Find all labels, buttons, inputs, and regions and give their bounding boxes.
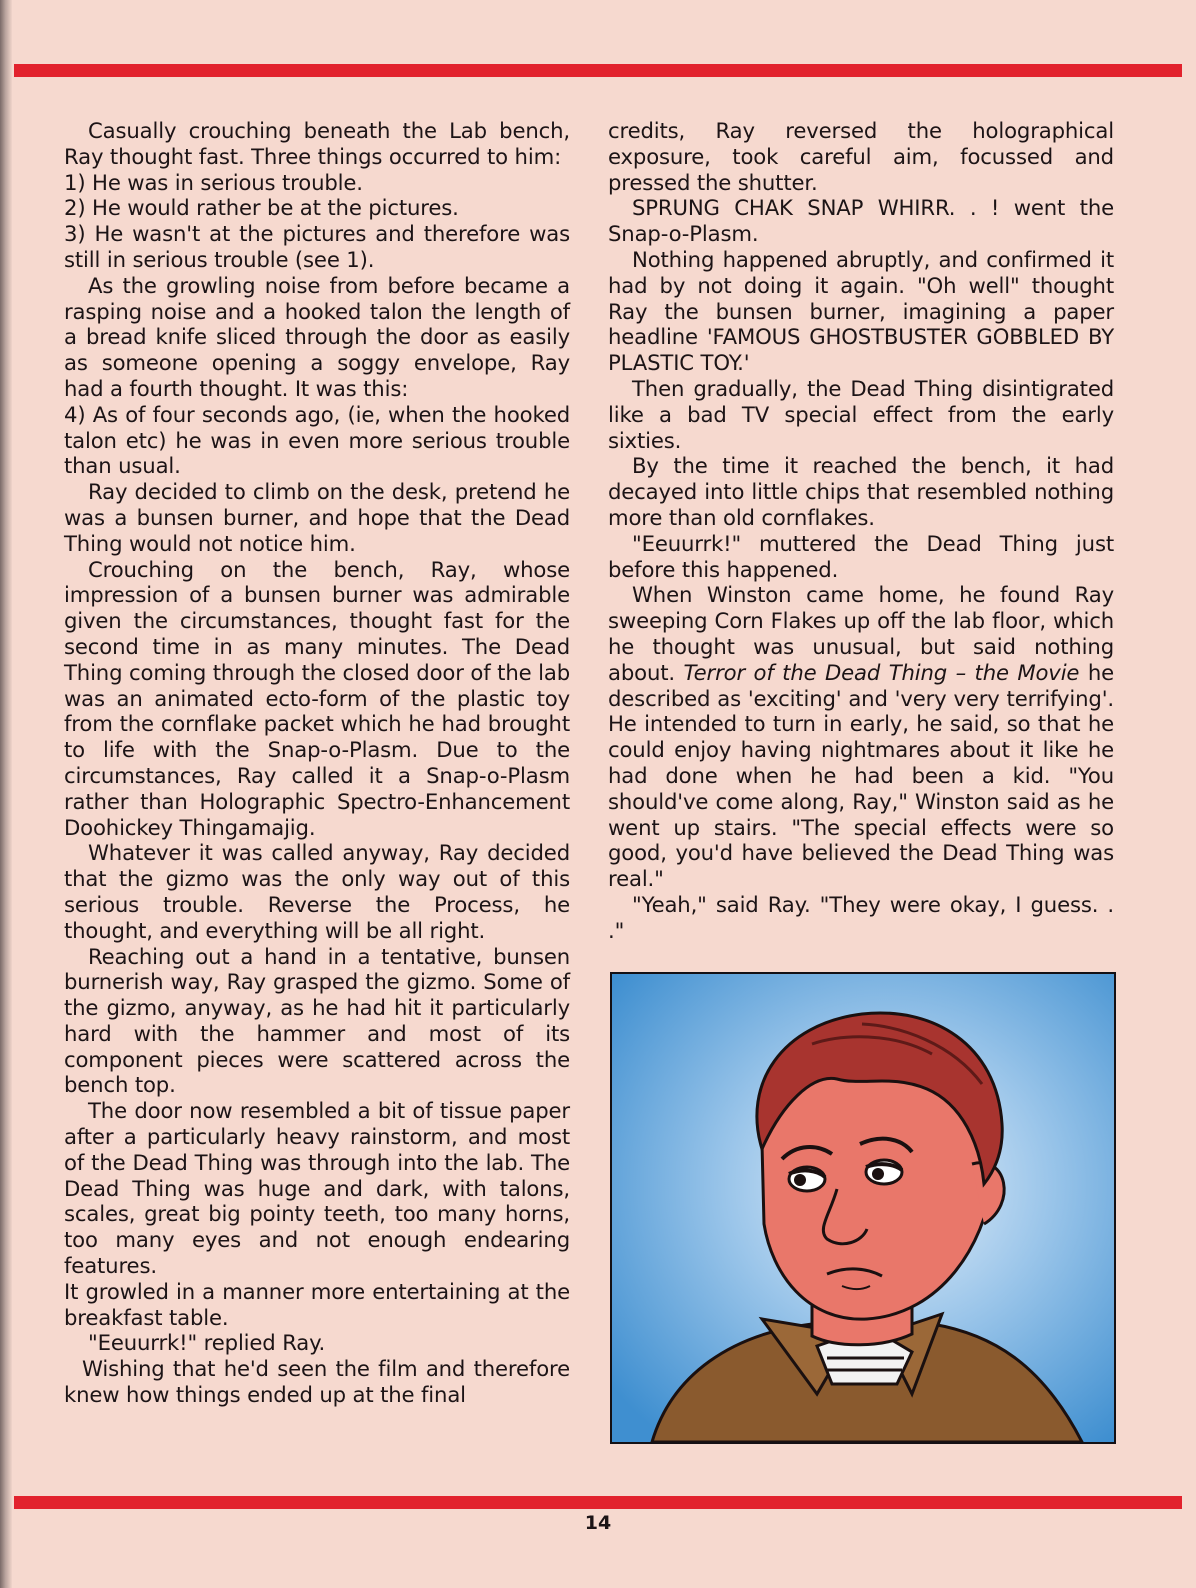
paragraph: Then gradually, the Dead Thing disintigrated like a bad TV special effect from the early sixties. bbox=[608, 375, 1114, 453]
right-text-column bbox=[608, 118, 1114, 944]
paragraph: Whatever it was called anyway, Ray decided that the gizmo was the only way out of this serious trouble. Reverse the Process, he thought, and everything will be all right. bbox=[64, 840, 570, 943]
paragraph: As the growling noise from before became a rasping noise and a hooked talon the length of a bread knife sliced through the door as easily as someone opening a soggy envelope, Ray had a fourth thought. It was this: bbox=[64, 272, 570, 401]
paragraph: Reaching out a hand in a tentative, bunsen burnerish way, Ray grasped the gizmo. Some of the gizmo, anyway, as he had hit it particularly hard with the hammer and most of its component pieces were scattered across the bench top. bbox=[64, 943, 570, 1098]
paragraph: credits, Ray reversed the holographical exposure, took careful aim, focussed and pressed the shutter. bbox=[608, 118, 1114, 195]
paragraph: "Eeuurrk!" muttered the Dead Thing just before this happened. bbox=[608, 530, 1114, 582]
page-binding-edge bbox=[0, 0, 12, 1588]
paragraph: Nothing happened abruptly, and confirmed it had by not doing it again. "Oh well" thought Ray the bunsen burner, imagining a paper headline 'FAMOUS GHOSTBUSTER GOBBLED BY PLASTIC TOY.' bbox=[608, 246, 1114, 376]
paragraph: The door now resembled a bit of tissue paper after a particularly heavy rainstorm, and most of the Dead Thing was through into the lab. The Dead Thing was huge and dark, with talons, scales, great big pointy teeth, too many horns, too many eyes and not enough endearing features. bbox=[64, 1098, 570, 1279]
paragraph: By the time it reached the bench, it had decayed into little chips that resembled nothing more than old cornflakes. bbox=[608, 453, 1114, 530]
paragraph: Wishing that he'd seen the film and therefore knew how things ended up at the final bbox=[64, 1356, 570, 1408]
paragraph: It growled in a manner more entertaining at the breakfast table. bbox=[64, 1278, 570, 1330]
paragraph: "Yeah," said Ray. "They were okay, I guess. . ." bbox=[608, 891, 1114, 943]
list-item: 3) He wasn't at the pictures and therefore was still in serious trouble (see 1). bbox=[64, 221, 570, 272]
paragraph: Ray decided to climb on the desk, pretend he was a bunsen burner, and hope that the Dead Thing would not notice him. bbox=[64, 479, 570, 556]
page-number: 14 bbox=[584, 1512, 612, 1534]
paragraph: "Eeuurrk!" replied Ray. bbox=[88, 1330, 326, 1356]
paragraph-text: he described as 'exciting' and 'very very terrifying'. He intended to turn in early, he said, so that he could enjoy having nightmares about it like he had done when he had been a kid. "You should've come along, Ray," Winston said as he went up stairs. "The special effects were so good, you'd have believed the Dead Thing was real." bbox=[608, 659, 1114, 892]
paragraph bbox=[608, 582, 1114, 892]
paragraph: Casually crouching beneath the Lab bench, Ray thought fast. Three things occurred to him: bbox=[64, 118, 570, 169]
paragraph: SPRUNG CHAK SNAP WHIRR. . ! went the Snap-o-Plasm. bbox=[608, 195, 1114, 247]
list-item: 4) As of four seconds ago, (ie, when the hooked talon etc) he was in even more serious trouble than usual. bbox=[64, 401, 570, 479]
movie-title: Terror of the Dead Thing – the Movie bbox=[683, 659, 1080, 685]
list-item: 1) He was in serious trouble. bbox=[64, 169, 363, 195]
ray-illustration-panel bbox=[610, 972, 1116, 1444]
paragraph: Crouching on the bench, Ray, whose impression of a bunsen burner was admirable given the circumstances, thought fast for the second time in as many minutes. The Dead Thing coming through the closed door of the lab was an animated ecto-form of the plastic toy from the cornflake packet which he had brought to life with the Snap-o-Plasm. Due to the circumstances, Ray called it a Snap-o-Plasm rather than Holographic Spectro-Enhancement Doohickey Thingamajig. bbox=[64, 556, 570, 840]
ray-portrait-illustration bbox=[612, 974, 1114, 1442]
top-red-rule bbox=[14, 64, 1182, 77]
bottom-red-rule bbox=[14, 1496, 1182, 1509]
paragraph-text: When Winston came home, he found Ray sweeping Corn Flakes up off the lab floor, which he thought was unusual, but said nothing about. bbox=[608, 582, 1114, 685]
list-item: 2) He would rather be at the pictures. bbox=[64, 195, 459, 221]
left-text-column bbox=[64, 118, 570, 1408]
